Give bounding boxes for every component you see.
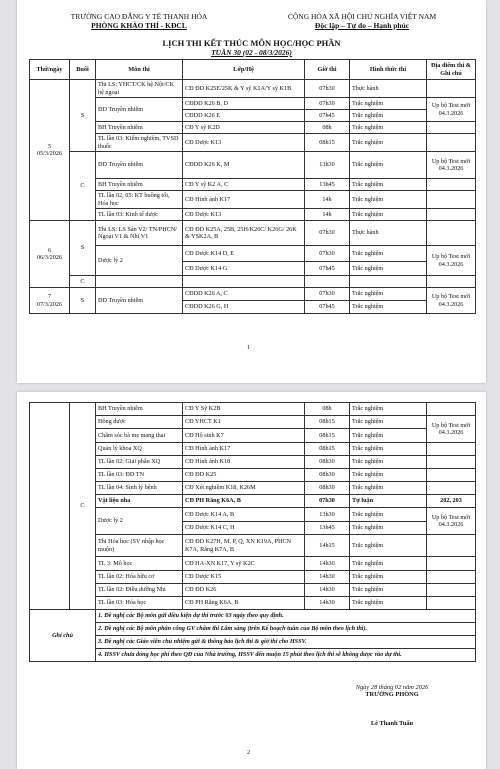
time-cell: 14h30	[305, 597, 350, 610]
table-row	[30, 456, 476, 469]
time-cell: 07h30	[305, 495, 350, 508]
motto: Độc lập – Tự do – Hạnh phúc	[314, 21, 410, 30]
format-cell	[350, 276, 427, 288]
table-row	[30, 535, 476, 557]
schedule-table-1	[29, 59, 476, 314]
note-cell	[427, 557, 476, 571]
signature-name: Lê Thanh Tuấn	[370, 720, 414, 727]
class-cell: CĐ Y Sỹ K2B	[183, 403, 305, 416]
subject-cell: Dược lý 2	[96, 246, 183, 276]
class-cell: CĐ Y sỹ K2D	[183, 122, 305, 134]
table-row	[30, 191, 476, 209]
time-cell: 07h45	[305, 110, 350, 122]
time-cell: 07h45	[305, 262, 350, 276]
table-row	[30, 508, 476, 522]
table-row	[30, 495, 476, 508]
page-2	[17, 392, 486, 769]
time-cell: 07h30	[305, 80, 350, 98]
time-cell: 07h30	[305, 221, 350, 246]
col-header-subject: Môn thi	[96, 60, 183, 80]
format-cell: Trắc nghiệm	[350, 110, 427, 122]
subject-cell: ĐD Truyền nhiễm	[96, 152, 183, 179]
format-cell: Trắc nghiệm	[350, 122, 427, 134]
subject-cell: TL lần 03: ĐD TN	[96, 469, 183, 482]
subject-cell: Dược lý 2	[96, 508, 183, 535]
class-cell: CĐ Hình ảnh K17	[183, 443, 305, 456]
note-cell	[427, 571, 476, 584]
format-cell: Trắc nghiệm	[350, 469, 427, 482]
format-cell: Trắc nghiệm	[350, 209, 427, 221]
note-cell	[427, 584, 476, 597]
note-cell	[427, 443, 476, 456]
subject-cell: Chăm sóc bà mẹ mang thai	[96, 429, 183, 443]
table-row	[30, 152, 476, 179]
subject-cell	[96, 276, 183, 288]
time-cell: 14h15	[305, 535, 350, 557]
note-row	[30, 649, 476, 662]
note-cell	[427, 221, 476, 246]
table-row	[30, 221, 476, 246]
class-cell: CĐ Y sỹ K2 A, C	[183, 179, 305, 191]
table-row	[30, 80, 476, 98]
table-row	[30, 134, 476, 152]
day-cell: 7 07/3/2026	[30, 288, 70, 314]
subject-cell: Thi Hóa học (SV nhập học muộn)	[96, 535, 183, 557]
class-cell: CĐDD K26 B, D	[183, 98, 305, 110]
table-row	[30, 276, 476, 288]
format-cell: Thực hành	[350, 221, 427, 246]
format-cell: Trắc nghiệm	[350, 522, 427, 535]
signature-block	[317, 684, 467, 727]
subject-cell: Quản lý khoa XQ	[96, 443, 183, 456]
format-cell: Trắc nghiệm	[350, 508, 427, 522]
header-right	[257, 12, 467, 30]
time-cell: 07h30	[305, 288, 350, 301]
time-cell: 13h30	[305, 508, 350, 522]
class-cell: CĐ ĐD K26	[183, 584, 305, 597]
subject-cell: Vật liệu nha	[96, 495, 183, 508]
class-cell: CĐ Dược K14 D, E	[183, 246, 305, 262]
note-cell: Up bộ Test mới 04.3.2026	[427, 508, 476, 535]
class-cell: CĐ ĐD K25E/25K & Y sỹ K1A/Y sỹ K1B	[183, 80, 305, 98]
subject-cell: BH Truyền nhiễm	[96, 403, 183, 416]
note-item: 1. Đề nghị các Bộ môn gửi điều kiện dự thi trước 03 ngày theo quy định.	[96, 610, 476, 623]
subject-cell: TL lần 02: Điều dưỡng Nhi	[96, 584, 183, 597]
col-header-session: Buổi	[70, 60, 96, 80]
note-cell	[427, 482, 476, 495]
class-cell: CĐ Dược K14 G	[183, 262, 305, 276]
col-header-format: Hình thức thi	[350, 60, 427, 80]
note-row	[30, 623, 476, 636]
format-cell: Trắc nghiệm	[350, 134, 427, 152]
time-cell: 08h	[305, 403, 350, 416]
time-cell: 14h30	[305, 584, 350, 597]
note-row	[30, 610, 476, 623]
format-cell: Trắc nghiệm	[350, 301, 427, 314]
format-cell: Trắc nghiệm	[350, 262, 427, 276]
table-row	[30, 429, 476, 443]
note-row	[30, 636, 476, 649]
subject-cell: ĐD Truyền nhiễm	[96, 288, 183, 314]
session-cell: C	[70, 403, 96, 610]
table-row	[30, 288, 476, 301]
note-item: 3. Đề nghị các Giáo viên chủ nhiệm gửi & thông báo lịch thi & giờ thi cho HSSV.	[96, 636, 476, 649]
table-row	[30, 557, 476, 571]
note-cell	[427, 179, 476, 191]
time-cell: 08h15	[305, 134, 350, 152]
table-row	[30, 571, 476, 584]
class-cell: CĐ PH Răng K6A, B	[183, 597, 305, 610]
note-cell	[427, 122, 476, 134]
page-1	[17, 0, 486, 383]
format-cell: Trắc nghiệm	[350, 403, 427, 416]
time-cell: 07h30	[305, 246, 350, 262]
col-header-location-note: Địa điểm thi & Ghi chú	[427, 60, 476, 80]
day-cell: 6 06/3/2026	[30, 221, 70, 288]
signature-date: Ngày 28 tháng 02 năm 2026	[355, 684, 429, 691]
table-row	[30, 482, 476, 495]
format-cell: Thực hành	[350, 80, 427, 98]
format-cell: Trắc nghiệm	[350, 416, 427, 429]
note-item: 4. HSSV chưa đóng học phí theo QĐ của Nhà trường, HSSV đến muộn 15 phút theo lịch thi sẽ không được vào dự thi.	[96, 649, 476, 662]
class-cell: CĐ Dược K13	[183, 134, 305, 152]
class-cell: CĐ Dược K15	[183, 571, 305, 584]
subject-cell: Đông dược	[96, 416, 183, 429]
note-label: Ghi chú	[30, 610, 96, 662]
school-name: TRƯỜNG CAO ĐẲNG Y TẾ THANH HÓA	[70, 12, 208, 21]
note-cell: Up bộ Test mới 04.3.2026	[427, 416, 476, 443]
subject-cell: TL lần 02, 05: KT buồng tối, Hóa học	[96, 191, 183, 209]
format-cell: Trắc nghiệm	[350, 456, 427, 469]
session-cell: S	[70, 288, 96, 314]
time-cell: 14h	[305, 209, 350, 221]
table-row	[30, 122, 476, 134]
header-left	[59, 12, 219, 30]
table-row	[30, 179, 476, 191]
note-cell	[427, 403, 476, 416]
table-row	[30, 98, 476, 110]
time-cell: 07h30	[305, 98, 350, 110]
subject-cell: TL lần 04: Sinh lý bệnh	[96, 482, 183, 495]
format-cell: Trắc nghiệm	[350, 429, 427, 443]
subject-cell: TL 3: Mô học	[96, 557, 183, 571]
time-cell: 13h30	[305, 152, 350, 179]
time-cell: 13h45	[305, 522, 350, 535]
department-name: PHÒNG KHẢO THÍ - KĐCL	[91, 21, 187, 30]
table-row	[30, 246, 476, 262]
table-row	[30, 584, 476, 597]
subject-cell: ĐD Truyền nhiễm	[96, 98, 183, 122]
session-cell: C	[70, 276, 96, 288]
format-cell: Trắc nghiệm	[350, 571, 427, 584]
page-number: 1	[247, 345, 250, 351]
note-cell	[427, 209, 476, 221]
table-row	[30, 469, 476, 482]
format-cell: Trắc nghiệm	[350, 535, 427, 557]
subject-cell: TL lần 02: Giải phẫu XQ	[96, 456, 183, 469]
table-row	[30, 403, 476, 416]
note-cell	[427, 134, 476, 152]
time-cell: 13h45	[305, 179, 350, 191]
session-cell: S	[70, 80, 96, 152]
col-header-time: Giờ thi	[305, 60, 350, 80]
format-cell: Trắc nghiệm	[350, 179, 427, 191]
class-cell: CĐ ĐD K25	[183, 469, 305, 482]
time-cell: 08h15	[305, 443, 350, 456]
class-cell: CĐ PH Răng K6A, B	[183, 495, 305, 508]
class-cell: CĐ Dược K13	[183, 209, 305, 221]
format-cell: Trắc nghiệm	[350, 597, 427, 610]
col-header-day: Thứ/ngày	[30, 60, 70, 80]
note-cell: Up bộ Test mới 04.3.2026	[427, 152, 476, 179]
format-cell: Trắc nghiệm	[350, 557, 427, 571]
format-cell: Tự luận	[350, 495, 427, 508]
format-cell: Trắc nghiệm	[350, 482, 427, 495]
schedule-table-2	[29, 402, 476, 662]
day-cell	[30, 403, 70, 610]
format-cell: Trắc nghiệm	[350, 191, 427, 209]
format-cell: Trắc nghiệm	[350, 443, 427, 456]
time-cell: 08h15	[305, 416, 350, 429]
format-cell: Trắc nghiệm	[350, 98, 427, 110]
format-cell: Trắc nghiệm	[350, 152, 427, 179]
session-cell: C	[70, 152, 96, 221]
subject-cell: Thi LS: LS Sản V2/ TN/PHCN/ Ngoại V1 & Nhi V1	[96, 221, 183, 246]
class-cell: CĐ Dược K14 C, H	[183, 522, 305, 535]
session-cell: S	[70, 221, 96, 276]
table-row	[30, 443, 476, 456]
class-cell: CĐDD K26 K, M	[183, 152, 305, 179]
time-cell: 14h30	[305, 571, 350, 584]
day-cell: 5 05/3/2026	[30, 80, 70, 221]
class-cell: CĐ HA-XN K17, Y sỹ K2C	[183, 557, 305, 571]
table-row	[30, 597, 476, 610]
note-item: 2. Đề nghị các Bộ môn phân công GV chấm thi Lâm sàng (trên Kế hoạch tuần của Bộ môn theo lịch thi).	[96, 623, 476, 636]
class-cell: CĐDD K26 A, C	[183, 288, 305, 301]
table-row	[30, 416, 476, 429]
time-cell: 14h	[305, 191, 350, 209]
subject-cell: TL lần 03: Hóa học	[96, 597, 183, 610]
class-cell: CĐ Hình ảnh K17	[183, 191, 305, 209]
class-cell: CĐ Hình ảnh K18	[183, 456, 305, 469]
class-cell: CĐDD K26 E	[183, 110, 305, 122]
subject-cell: BH Truyền nhiễm	[96, 122, 183, 134]
time-cell: 07h45	[305, 301, 350, 314]
note-cell	[427, 456, 476, 469]
class-cell: CĐ Dược K14 A, B	[183, 508, 305, 522]
note-cell	[427, 80, 476, 98]
table-row	[30, 209, 476, 221]
note-cell	[427, 469, 476, 482]
week-label: TUẦN 30 (02 - 08/3/2026)	[211, 48, 292, 57]
time-cell: 08h	[305, 122, 350, 134]
page-number: 2	[247, 750, 250, 756]
subject-cell: Thi LS: YHCT/CK hệ Nội/CK hệ ngoại	[96, 80, 183, 98]
note-cell	[427, 276, 476, 288]
note-cell: Up bộ Test mới 04.3.2026	[427, 246, 476, 276]
note-cell: Up bộ Test mới 04.3.2026	[427, 98, 476, 122]
page-title: LỊCH THI KẾT THÚC MÔN HỌC/HỌC PHẦN	[162, 38, 341, 48]
class-cell: CĐDD K26 G, H	[183, 301, 305, 314]
class-cell	[183, 276, 305, 288]
time-cell: 08h30	[305, 469, 350, 482]
subject-cell: TL lần 02: Hóa hữu cơ	[96, 571, 183, 584]
class-cell: CĐ ĐD K25A, 25B, 25H/K26C/ K26G/ 26K & YSK2A, B	[183, 221, 305, 246]
col-header-class: Lớp/Hệ	[183, 60, 305, 80]
note-cell	[427, 597, 476, 610]
subject-cell: TL lần 03: Kiểm nghiệm, TVSD thuốc	[96, 134, 183, 152]
class-cell: CĐ Hộ sinh K7	[183, 429, 305, 443]
format-cell: Trắc nghiệm	[350, 584, 427, 597]
time-cell: 08h30	[305, 456, 350, 469]
format-cell: Trắc nghiệm	[350, 246, 427, 262]
note-cell	[427, 191, 476, 209]
subject-cell: TL lần 03: Kinh tế dược	[96, 209, 183, 221]
time-cell: 14h30	[305, 557, 350, 571]
subject-cell: BH Truyền nhiễm	[96, 179, 183, 191]
time-cell: 08h30	[305, 482, 350, 495]
note-cell: 202, 203	[427, 495, 476, 508]
format-cell: Trắc nghiệm	[350, 288, 427, 301]
note-cell	[427, 535, 476, 557]
class-cell: CĐ Xét nghiệm K18, K26M	[183, 482, 305, 495]
signature-role: TRƯỞNG PHÒNG	[365, 691, 419, 698]
nation-name: CỘNG HÒA XÃ HỘI CHỦ NGHĨA VIỆT NAM	[287, 12, 437, 21]
class-cell: CĐ ĐD K27H, M, P, Q, XN K19A, PHCN K7A, Răng K7A, B	[183, 535, 305, 557]
time-cell	[305, 276, 350, 288]
class-cell: CĐ YHCT K1	[183, 416, 305, 429]
table-header-row	[30, 60, 476, 80]
note-cell: Up bộ Test mới 04.3.2026	[427, 288, 476, 314]
time-cell: 08h15	[305, 429, 350, 443]
